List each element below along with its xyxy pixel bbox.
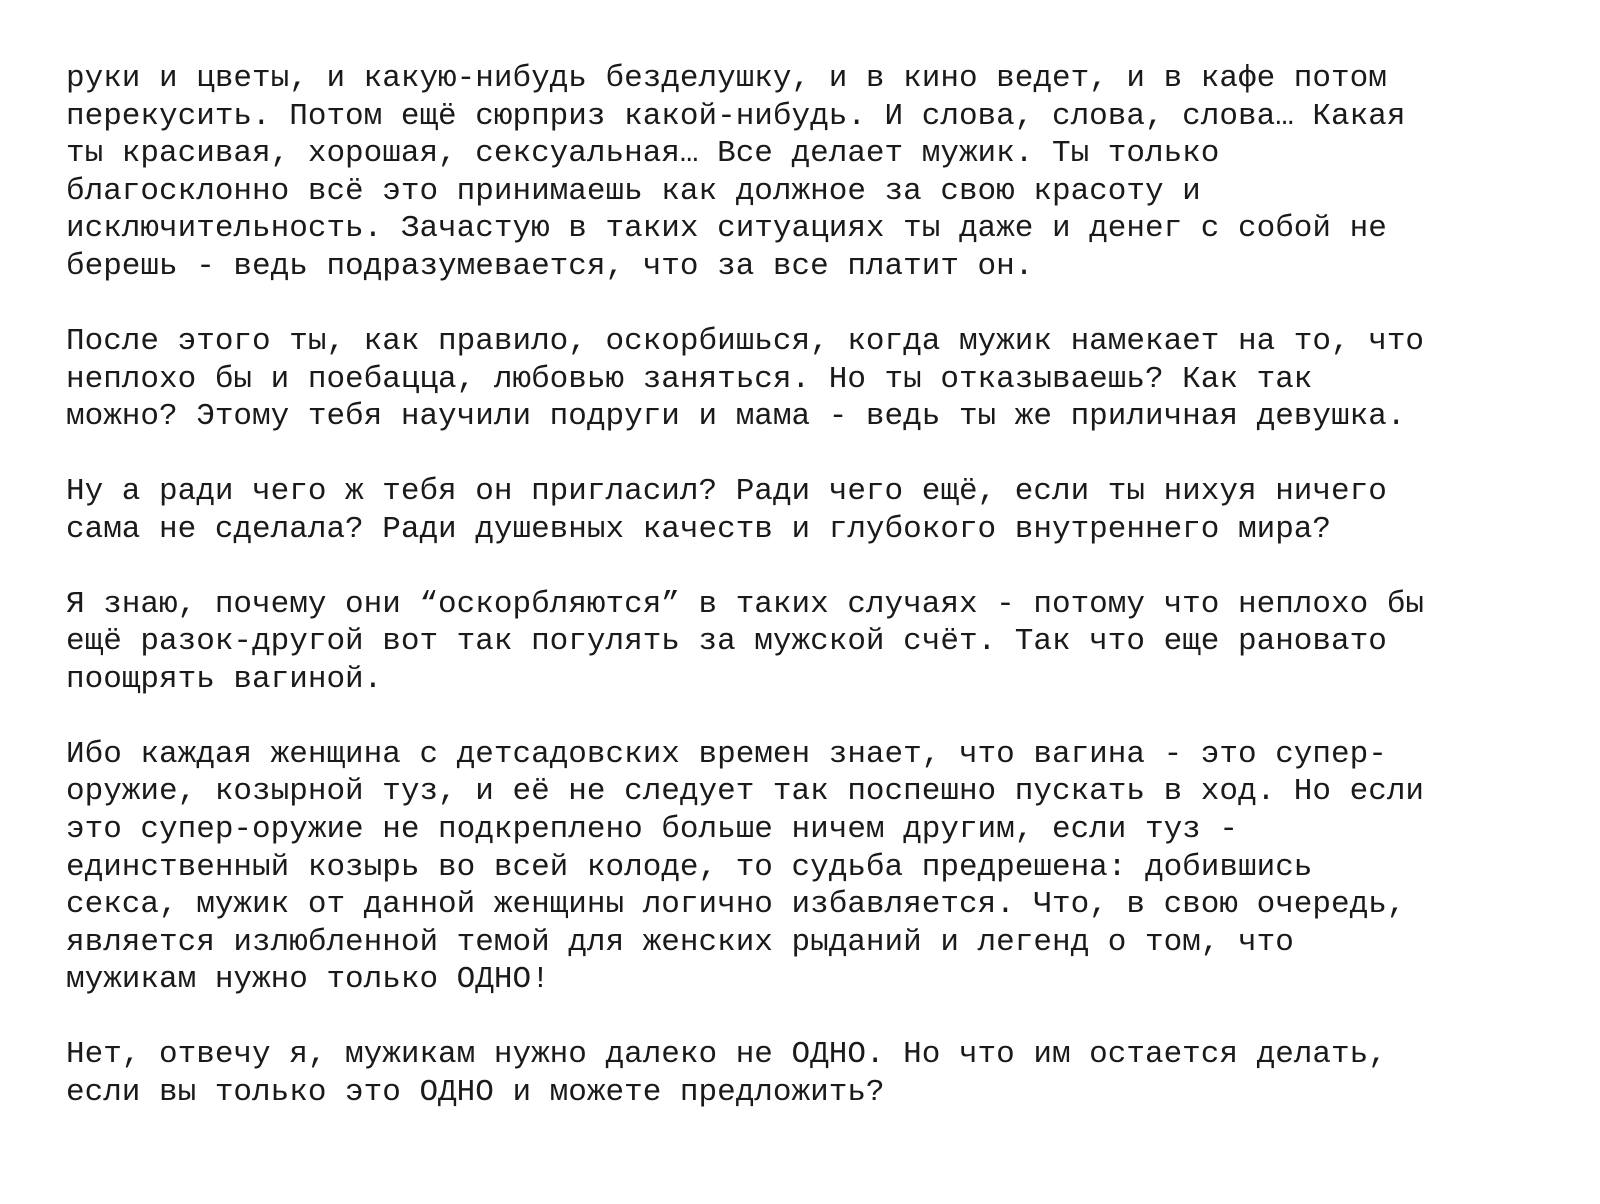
text-line: перекусить. Потом ещё сюрприз какой-нибудь. И слова, слова, слова… Какая: [66, 98, 1406, 134]
text-line: Нет, отвечу я, мужикам нужно далеко не ОДНО. Но что им остается делать,: [66, 1037, 1387, 1073]
text-line: это супер-оружие не подкреплено больше ничем другим, если туз -: [66, 812, 1238, 848]
paragraph-3: [66, 473, 1546, 548]
text-line: Ибо каждая женщина с детсадовских времен знает, что вагина - это супер-: [66, 736, 1387, 772]
text-line: благосклонно всё это принимаешь как должное за свою красоту и: [66, 173, 1201, 209]
paragraph-1: [66, 60, 1546, 286]
text-line: берешь - ведь подразумевается, что за все платит он.: [66, 248, 1034, 284]
text-line: если вы только это ОДНО и можете предложить?: [66, 1075, 885, 1111]
text-line: поощрять вагиной.: [66, 661, 383, 697]
text-line: секса, мужик от данной женщины логично избавляется. Что, в свою очередь,: [66, 887, 1406, 923]
text-line: является излюбленной темой для женских рыданий и легенд о том, что: [66, 924, 1294, 960]
text-line: можно? Этому тебя научили подруги и мама - ведь ты же приличная девушка.: [66, 399, 1406, 435]
text-line: сама не сделала? Ради душевных качеств и глубокого внутреннего мира?: [66, 511, 1332, 547]
document-page: [66, 60, 1546, 1149]
text-line: Я знаю, почему они “оскорбляются” в таких случаях - потому что неплохо бы: [66, 586, 1425, 622]
text-line: неплохо бы и поебацца, любовью заняться. Но ты отказываешь? Как так: [66, 361, 1313, 397]
paragraph-6: [66, 1036, 1546, 1111]
paragraph-2: [66, 323, 1546, 436]
text-line: мужикам нужно только ОДНО!: [66, 962, 550, 998]
text-line: Ну а ради чего ж тебя он пригласил? Ради чего ещё, если ты нихуя ничего: [66, 474, 1387, 510]
text-line: единственный козырь во всей колоде, то судьба предрешена: добившись: [66, 849, 1313, 885]
text-line: ещё разок-другой вот так погулять за мужской счёт. Так что еще рановато: [66, 624, 1387, 660]
paragraph-5: [66, 736, 1546, 999]
text-line: ты красивая, хорошая, сексуальная… Все делает мужик. Ты только: [66, 136, 1220, 172]
paragraph-4: [66, 586, 1546, 699]
text-line: руки и цветы, и какую-нибудь безделушку, и в кино ведет, и в кафе потом: [66, 61, 1387, 96]
text-line: После этого ты, как правило, оскорбишься, когда мужик намекает на то, что: [66, 323, 1425, 359]
text-line: исключительность. Зачастую в таких ситуациях ты даже и денег с собой не: [66, 211, 1387, 247]
text-line: оружие, козырной туз, и её не следует так поспешно пускать в ход. Но если: [66, 774, 1425, 810]
